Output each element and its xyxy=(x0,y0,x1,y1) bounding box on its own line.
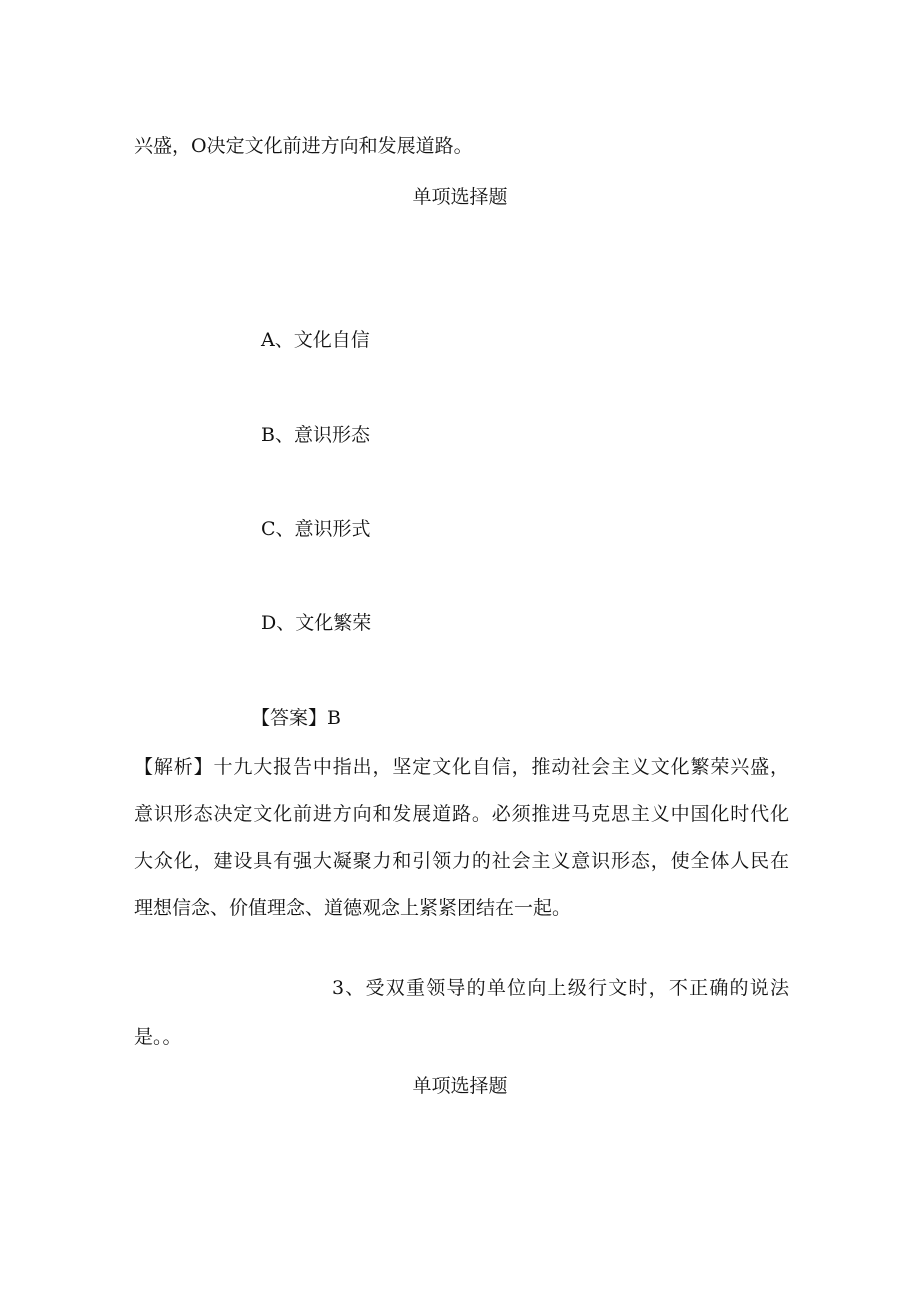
analysis-line: 大众化，建设具有强大凝聚力和引领力的社会主义意识形态，使全体人民在 xyxy=(134,850,789,872)
analysis-line: 理想信念、价值理念、道德观念上紧紧团结在一起。 xyxy=(134,897,572,919)
question-3-stem: 3、受双重领导的单位向上级行文时，不正确的说法 xyxy=(332,977,789,999)
option-c: C、意识形式 xyxy=(261,518,371,540)
prev-question-tail: 兴盛，O决定文化前进方向和发展道路。 xyxy=(134,135,473,157)
option-b: B、意识形态 xyxy=(261,424,370,446)
question-type-label: 单项选择题 xyxy=(412,186,508,208)
question-3-stem-continued: 是。。 xyxy=(134,1026,182,1048)
analysis-line: 【解析】十九大报告中指出，坚定文化自信，推动社会主义文化繁荣兴盛， xyxy=(134,756,789,778)
analysis-line: 意识形态决定文化前进方向和发展道路。必须推进马克思主义中国化时代化 xyxy=(134,803,789,825)
option-d: D、文化繁荣 xyxy=(261,612,372,634)
question-type-label: 单项选择题 xyxy=(412,1075,508,1097)
answer: 【答案】B xyxy=(251,707,341,729)
analysis-paragraph xyxy=(134,755,789,943)
option-a: A、文化自信 xyxy=(261,329,370,351)
